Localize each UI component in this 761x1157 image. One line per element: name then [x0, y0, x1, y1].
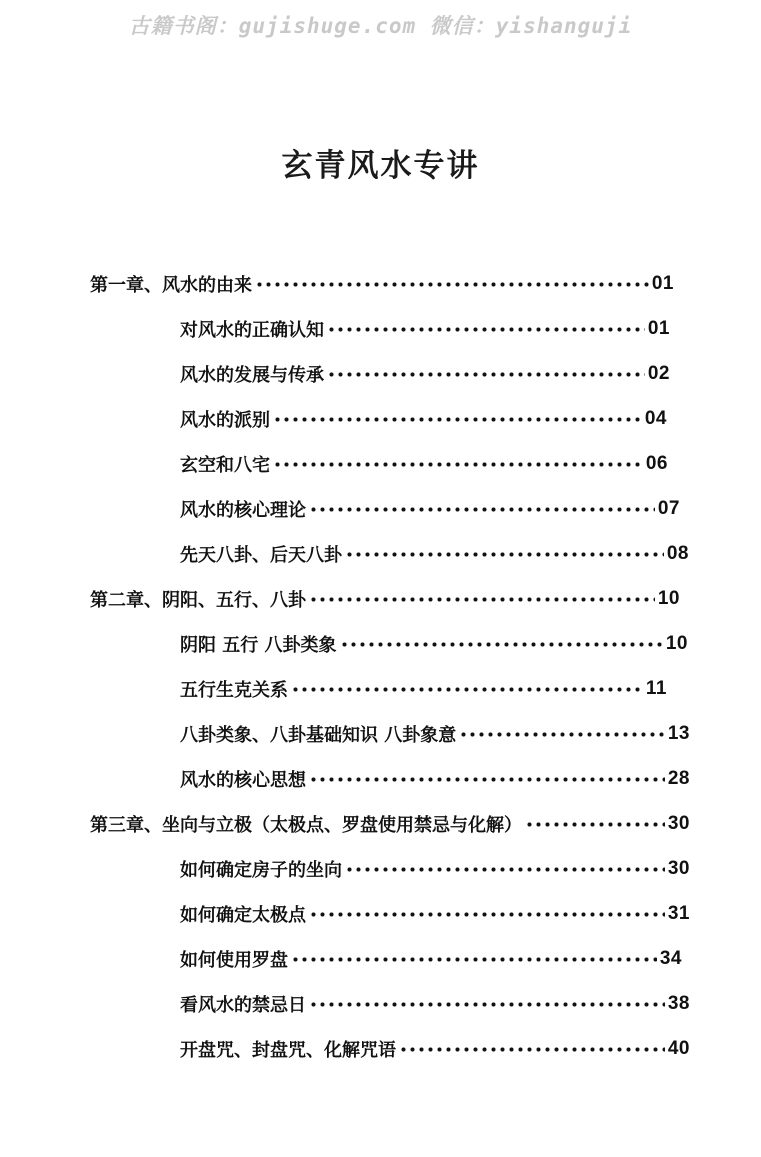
toc-entry-label: 如何使用罗盘 — [180, 950, 288, 971]
dot-leader — [255, 282, 649, 287]
toc-entry-label: 风水的核心理论 — [180, 500, 306, 521]
toc-entry[interactable] — [180, 397, 667, 441]
toc-entry-label: 八卦类象、八卦基础知识 八卦象意 — [180, 725, 457, 746]
toc-entry-page-number: 06 — [645, 453, 668, 474]
dot-leader — [345, 552, 664, 557]
toc-entry[interactable] — [180, 757, 690, 801]
dot-leader — [459, 732, 665, 737]
dot-leader — [399, 1047, 665, 1052]
toc-entry-page-number: 28 — [667, 768, 690, 789]
dot-leader — [291, 687, 643, 692]
toc-entry-page-number: 30 — [667, 858, 690, 879]
toc-entry-chapter-1[interactable] — [90, 262, 674, 306]
toc-entry-label: 五行生克关系 — [180, 680, 288, 701]
toc-entry-label: 阴阳 五行 八卦类象 — [180, 635, 337, 656]
toc-entry-label: 第一章、风水的由来 — [90, 275, 252, 296]
toc-entry[interactable] — [180, 1027, 690, 1071]
dot-leader — [309, 507, 655, 512]
toc-entry-chapter-2[interactable] — [90, 577, 680, 621]
toc-entry-label: 看风水的禁忌日 — [180, 995, 306, 1016]
toc-entry-page-number: 30 — [667, 813, 690, 834]
toc-entry-page-number: 01 — [647, 318, 670, 339]
dot-leader — [525, 822, 665, 827]
toc-entry[interactable] — [180, 712, 690, 756]
toc-entry-chapter-3[interactable] — [90, 802, 690, 846]
toc-entry-page-number: 07 — [657, 498, 680, 519]
toc-entry-label: 如何确定太极点 — [180, 905, 306, 926]
toc-entry[interactable] — [180, 937, 682, 981]
toc-entry[interactable] — [180, 892, 690, 936]
dot-leader — [273, 462, 643, 467]
dot-leader — [309, 777, 665, 782]
toc-entry[interactable] — [180, 532, 689, 576]
dot-leader — [345, 867, 665, 872]
toc-entry[interactable] — [180, 487, 680, 531]
toc-entry-label: 如何确定房子的坐向 — [180, 860, 342, 881]
toc-entry[interactable] — [180, 847, 690, 891]
toc-entry-page-number: 10 — [657, 588, 680, 609]
toc-entry-page-number: 40 — [667, 1038, 690, 1059]
dot-leader — [340, 642, 663, 647]
toc-entry-page-number: 38 — [667, 993, 690, 1014]
toc-entry-label: 开盘咒、封盘咒、化解咒语 — [180, 1040, 396, 1061]
dot-leader — [309, 912, 665, 917]
toc-entry-label: 风水的派别 — [180, 410, 270, 431]
toc-entry[interactable] — [180, 622, 688, 666]
dot-leader — [291, 957, 657, 962]
toc-entry[interactable] — [180, 352, 670, 396]
toc-entry[interactable] — [180, 442, 668, 486]
toc-entry[interactable] — [180, 307, 670, 351]
page-title: 玄青风水专讲 — [281, 148, 480, 184]
toc-entry-page-number: 01 — [651, 273, 674, 294]
dot-leader — [309, 1002, 665, 1007]
dot-leader — [273, 417, 642, 422]
toc-entry-page-number: 11 — [645, 678, 667, 699]
toc-entry-page-number: 34 — [659, 948, 682, 969]
watermark-text: 古籍书阁：gujishuge.com 微信：yishanguji — [128, 14, 633, 38]
toc-entry-page-number: 31 — [667, 903, 690, 924]
toc-entry-page-number: 02 — [647, 363, 670, 384]
toc-entry-label: 第二章、阴阳、五行、八卦 — [90, 590, 306, 611]
toc-entry[interactable] — [180, 982, 690, 1026]
toc-entry-page-number: 04 — [644, 408, 667, 429]
dot-leader — [309, 597, 655, 602]
toc-entry-label: 风水的核心思想 — [180, 770, 306, 791]
toc-entry-label: 对风水的正确认知 — [180, 320, 324, 341]
toc-entry-label: 玄空和八宅 — [180, 455, 270, 476]
toc-entry[interactable] — [180, 667, 667, 711]
toc-entry-page-number: 13 — [667, 723, 690, 744]
dot-leader — [327, 327, 645, 332]
toc-entry-label: 第三章、坐向与立极（太极点、罗盘使用禁忌与化解） — [90, 815, 522, 836]
toc-entry-page-number: 08 — [666, 543, 689, 564]
toc-entry-label: 风水的发展与传承 — [180, 365, 324, 386]
toc-entry-page-number: 10 — [665, 633, 688, 654]
toc-entry-label: 先天八卦、后天八卦 — [180, 545, 342, 566]
dot-leader — [327, 372, 645, 377]
